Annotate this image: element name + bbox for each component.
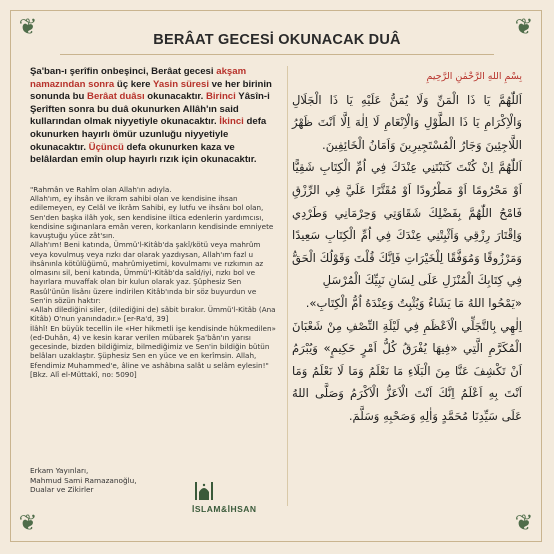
intro-text: defa okunurken kaza ve belâlardan emîn olup hayırlı rızık için okunacaktır.: [30, 141, 257, 166]
left-column: [30, 66, 280, 379]
publisher-line: Erkam Yayınları,: [30, 466, 89, 475]
intro-text: üç kere: [114, 78, 153, 90]
intro-highlight: Berâat duâsı: [87, 91, 145, 103]
arabic-verse: «يَمْحُوا اللهُ مَا يَشَاءُ وَيُثْبِتُ وَعِنْدَهُ اُمُّ الْكِتَابِ».: [305, 295, 522, 310]
title-divider: [60, 54, 494, 55]
translation-notes: [30, 185, 280, 379]
intro-highlight: İkinci: [219, 116, 244, 128]
translation-paragraph: Allah'ım, ey ihsân ve ikram sahibi olan ve kendisine ihsan edilemeyen, ey Celâl ve İkrâm Sahibi, ey lutfu ve ihsânı bol olan, Sen'den başka ilâh yok, sen kendisine iltica edenlerin yardımcısı, kendisine sığınanlara emân veren, korkanların kendisinde emniyete kavuştuğu yüce zât'sın.: [30, 194, 274, 240]
publisher-credit: [30, 466, 137, 495]
intro-text: defa okunurken hayırlı ömür uzunluğu niyyetiyle okunacaktır.: [30, 116, 267, 153]
intro-paragraph: [30, 66, 280, 167]
intro-text: Yâsîn-i Şerîften sonra bu duâ okunurken Allâh'ın said kullarından olmak niyyetiyle okunacaktır.: [30, 91, 270, 128]
arabic-paragraph: اَللّٰهُمَّ اِنْ كُنْتَ كَتَبْتَنِي عِنْدَكَ فِي اُمِّ الْكِتَابِ شَقِيًّا اَوْ مَحْرُومًا اَوْ مَطْرُودًا اَوْ مُقَتَّرًا عَلَيَّ فِي الرِّزْقِ فَامْحُ اللّٰهُمَّ بِفَضْلِكَ شَقَاوَتِي وَحِرْمَانِي وَطَرْدِي وَاِقْتَارَ رِزْقِي وَاَثْبِتْنِي عِنْدَكَ فِي اُمِّ الْكِتَابِ سَعِيدًا وَمَرْزُوقًا وَمُوَفَّقًا لِلْخَيْرَاتِ فَاِنَّكَ قُلْتَ وَقَوْلُكَ الْحَقُّ فِي كِتَابِكَ الْمُنْزَلِ عَلَى لِسَانِ نَبِيِّكَ الْمُرْسَلِ: [292, 160, 522, 288]
logo-wordmark: İSLAM&İHSAN: [192, 504, 257, 514]
arabic-paragraph: اَللّٰهُمَّ يَا ذَا الْمَنِّ وَلَا يُمَنُّ عَلَيْهِ يَا ذَا الْجَلَالِ وَالْاِكْرَامِ يَا ذَا الطَّوْلِ وَالْاِنْعَامِ لَا اِلٰهَ اِلَّا اَنْتَ ظَهْرُ اللَّاجِئِينَ وَجَارُ الْمُسْتَجِيرِينَ وَاَمَانُ الْخَائِفِينَ.: [292, 92, 522, 152]
translation-paragraph: «Allah dilediğini siler, (dilediğini de) sâbit bırakır. Ümmü'l-Kitâb (Ana Kitâb) O'nun yanındadır.» [er-Ra'd, 39]: [30, 305, 276, 324]
column-divider: [287, 66, 288, 506]
ornament-corner-icon: ❦: [18, 15, 38, 40]
ornament-corner-icon: ❦: [514, 15, 534, 40]
page-title: BERÂAT GECESİ OKUNACAK DUÂ: [153, 32, 401, 48]
ornament-corner-icon: ❦: [514, 511, 534, 536]
intro-highlight: Birinci: [205, 91, 236, 103]
mosque-logo-icon: [192, 478, 216, 502]
islam-ihsan-logo: [192, 478, 282, 518]
publisher-line: Mahmud Sami Ramazanoğlu,: [30, 475, 137, 485]
intro-highlight: Üçüncü: [88, 141, 124, 153]
translation-paragraph: Allah'ım! Beni katında, Ümmü'l-Kitâb'da şakî/kötü veya mahrûm veya kovulmuş veya rızkı dar olarak yazdıysan, Allah'ım fazl u ihsânınla kötülüğümü, mahrûmiyetimi, kovulmamı ve rızkımın az olmasını sil, beni katında, Ümmü'l-Kitâb'da saîd/iyi, rızkı bol ve hayırlara muvaffak olan bir kulun olarak yaz. Şüphesiz Sen Rasûl'ünün lisânı üzere indirilen Kitâb'ında bir söz buyurdun ve Sen'in sözün haktır:: [30, 240, 264, 305]
basmala: بِسْمِ اللهِ الرَّحْمٰنِ الرَّحِيمِ: [426, 71, 522, 82]
intro-highlight: akşam namazından sonra: [30, 66, 247, 90]
intro-text: okunacaktır.: [144, 91, 206, 103]
intro-text: ve her birinin sonunda bu: [30, 78, 272, 103]
ornament-corner-icon: ❦: [18, 511, 38, 536]
translation-paragraph: "Rahmân ve Rahîm olan Allah'ın adıyla.: [30, 184, 172, 194]
publisher-line: Dualar ve Zikirler: [30, 485, 94, 494]
intro-highlight: Yasin süresi: [153, 78, 209, 90]
arabic-paragraph: اِلٰهِي بِالتَّجَلِّي الْاَعْظَمِ فِي لَيْلَةِ النِّصْفِ مِنْ شَعْبَانَ الْمُكَرَّمِ الَّتِي «فِيهَا يُفْرَقُ كُلُّ اَمْرٍ حَكِيمٍ» وَيُبْرَمُ اَنْ تَكْشِفَ عَنَّا مِنَ الْبَلَاءِ مَا نَعْلَمُ وَمَا لَا نَعْلَمُ وَمَا اَنْتَ بِهِ اَعْلَمُ اِنَّكَ اَنْتَ الْاَعَزُّ الْاَكْرَمُ وَصَلَّى اللهُ عَلَى سَيِّدِنَا مُحَمَّدٍ وَاٰلِهِ وَصَحْبِهِ وَسَلَّمَ.: [292, 318, 522, 423]
translation-paragraph: İlâhî! En büyük tecellin ile «Her hikmetli işe kendisinde hükmedilen» (ed-Duhân, 4) ve kesin karar verilen mübarek Şa'bân'ın yarısı gecesinde, bizden bildiğimiz, bilmediğimiz ve Sen'in bildiğin bütün belâları uzaklaştır. Şüphesiz Sen en yüce ve en kerîmsin. Allah, Efendimiz Muhammed'e, âline ve ashâbına salât u selâm eylesin!" [Bkz. Alî el-Müttakî, no: 5090]: [30, 323, 276, 379]
arabic-prayer: [292, 66, 522, 428]
intro-text: Şa'ban-ı şerîfin onbeşinci, Berâat gecesi: [30, 66, 217, 77]
